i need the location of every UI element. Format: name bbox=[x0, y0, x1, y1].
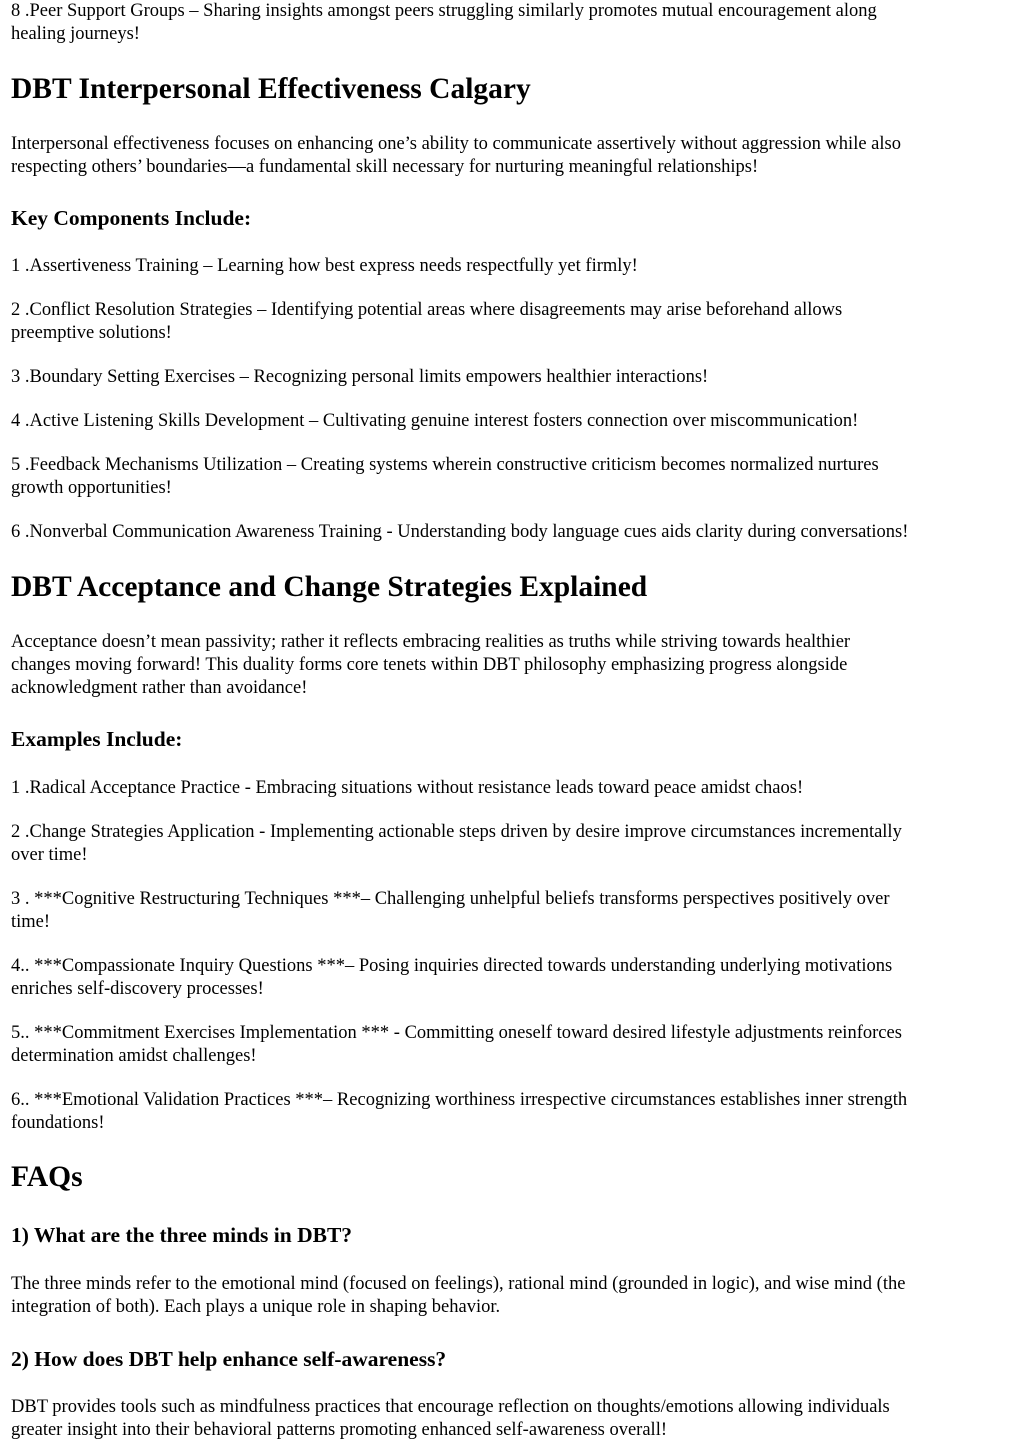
faq-question: 2) How does DBT help enhance self-awareness? bbox=[11, 1347, 447, 1371]
list-item bbox=[11, 1089, 907, 1135]
list-item-line: 5.. ***Commitment Exercises Implementation *** - Committing oneself toward desired lifestyle adjustments reinforces bbox=[11, 1023, 902, 1043]
list-item-line: 3 .Boundary Setting Exercises – Recognizing personal limits empowers healthier interactions! bbox=[11, 367, 709, 387]
list-item-line: time! bbox=[11, 912, 51, 932]
list-item-line: 1 .Radical Acceptance Practice - Embracing situations without resistance leads toward peace amidst chaos! bbox=[11, 778, 804, 798]
list-item-line: 2 .Conflict Resolution Strategies – Identifying potential areas where disagreements may arise beforehand allows bbox=[11, 300, 843, 320]
faqs-heading: FAQs bbox=[11, 1161, 83, 1193]
list-item-line: 4 .Active Listening Skills Development – Cultivating genuine interest fosters connection over miscommunication! bbox=[11, 411, 859, 431]
list-item bbox=[11, 454, 879, 500]
paragraph-line: The three minds refer to the emotional mind (focused on feelings), rational mind (grounded in logic), and wise mind (the bbox=[11, 1274, 906, 1294]
section-intro-acceptance bbox=[11, 631, 850, 700]
paragraph-line: acknowledgment rather than avoidance! bbox=[11, 678, 308, 698]
paragraph-line: integration of both). Each plays a unique role in shaping behavior. bbox=[11, 1297, 501, 1317]
section-heading-acceptance: DBT Acceptance and Change Strategies Explained bbox=[11, 571, 648, 603]
list-item-line: 2 .Change Strategies Application - Implementing actionable steps driven by desire improve circumstances incrementally bbox=[11, 822, 902, 842]
paragraph-line: respecting others’ boundaries—a fundamental skill necessary for nurturing meaningful relationships! bbox=[11, 157, 759, 177]
list-item-line: preemptive solutions! bbox=[11, 323, 172, 343]
list-item bbox=[11, 955, 892, 1001]
section-intro-interpersonal bbox=[11, 133, 901, 179]
subheading-examples: Examples Include: bbox=[11, 727, 183, 751]
list-item bbox=[11, 521, 908, 544]
list-item-line: 3 . ***Cognitive Restructuring Techniques ***– Challenging unhelpful beliefs transforms perspectives positively over bbox=[11, 889, 890, 909]
subheading-key-components: Key Components Include: bbox=[11, 206, 252, 230]
list-item bbox=[11, 821, 902, 867]
list-item-line: foundations! bbox=[11, 1113, 105, 1133]
list-item-line: 4.. ***Compassionate Inquiry Questions ***– Posing inquiries directed towards understanding underlying motivations bbox=[11, 956, 893, 976]
faq-answer bbox=[11, 1273, 905, 1319]
list-item-line: enriches self-discovery processes! bbox=[11, 979, 264, 999]
list-item bbox=[11, 410, 858, 433]
list-item-line: 6 .Nonverbal Communication Awareness Training - Understanding body language cues aids clarity during conversations! bbox=[11, 522, 909, 542]
list-item bbox=[11, 255, 638, 278]
list-item-peer-support bbox=[11, 0, 877, 46]
list-item-line: 1 .Assertiveness Training – Learning how best express needs respectfully yet firmly! bbox=[11, 256, 638, 276]
faq-answer bbox=[11, 1396, 890, 1442]
list-item-line: growth opportunities! bbox=[11, 478, 172, 498]
list-item-line: over time! bbox=[11, 845, 88, 865]
list-item bbox=[11, 1022, 902, 1068]
paragraph-line: Interpersonal effectiveness focuses on enhancing one’s ability to communicate assertively without aggression while also bbox=[11, 134, 901, 154]
paragraph-line: greater insight into their behavioral patterns promoting enhanced self-awareness overall! bbox=[11, 1420, 667, 1440]
list-item bbox=[11, 777, 803, 800]
faq-question: 1) What are the three minds in DBT? bbox=[11, 1223, 353, 1247]
paragraph-line: DBT provides tools such as mindfulness practices that encourage reflection on thoughts/emotions allowing individuals bbox=[11, 1397, 890, 1417]
list-item bbox=[11, 299, 842, 345]
paragraph-line: Acceptance doesn’t mean passivity; rather it reflects embracing realities as truths while striving towards healthier bbox=[11, 632, 851, 652]
paragraph-line: changes moving forward! This duality forms core tenets within DBT philosophy emphasizing progress alongside bbox=[11, 655, 848, 675]
list-item-line: healing journeys! bbox=[11, 24, 140, 44]
list-item-line: determination amidst challenges! bbox=[11, 1046, 257, 1066]
list-item-line: 6.. ***Emotional Validation Practices ***– Recognizing worthiness irrespective circumstances establishes inner strength bbox=[11, 1090, 908, 1110]
list-item-line: 5 .Feedback Mechanisms Utilization – Creating systems wherein constructive criticism becomes normalized nurtures bbox=[11, 455, 879, 475]
list-item-line: 8 .Peer Support Groups – Sharing insights amongst peers struggling similarly promotes mutual encouragement along bbox=[11, 1, 877, 21]
section-heading-interpersonal: DBT Interpersonal Effectiveness Calgary bbox=[11, 73, 531, 105]
list-item bbox=[11, 366, 708, 389]
list-item bbox=[11, 888, 890, 934]
